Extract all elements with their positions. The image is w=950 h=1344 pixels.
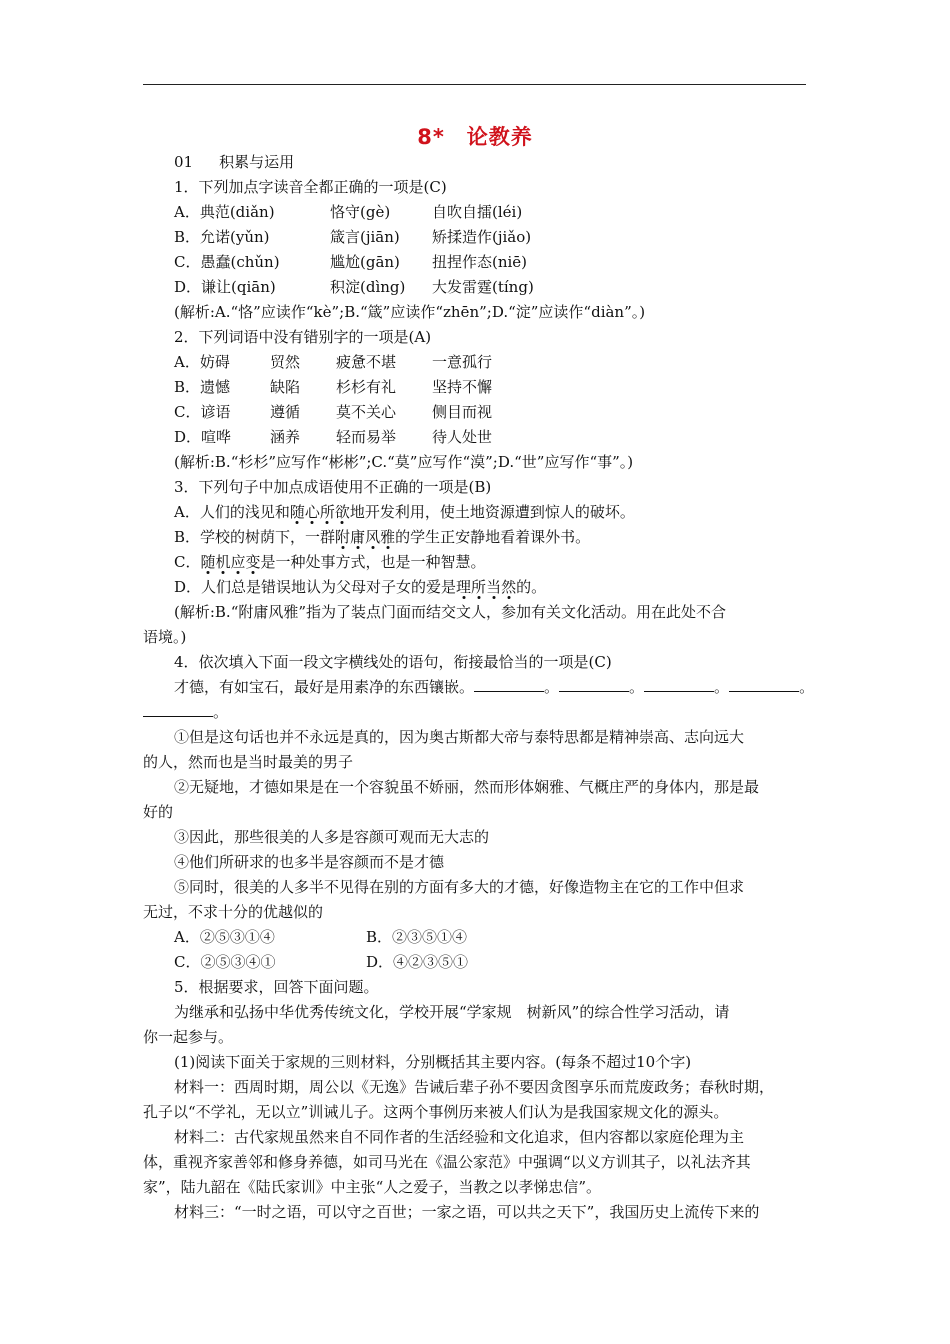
q4-sentence-4: ④他们所研求的也多半是容颜而不是才德: [174, 853, 445, 871]
emphasis-char: 机: [215, 553, 231, 571]
emphasis-char: 附: [335, 528, 351, 546]
q2-option-d: D．喧哗 涵养 轻而易举 待人处世: [174, 428, 493, 446]
section-heading: [174, 150, 806, 175]
q3-analysis-line-2: 语境。): [143, 628, 187, 646]
q5-intro-1: 为继承和弘扬中华优秀传统文化，学校开展“学家规 树新风”的综合性学习活动，请: [174, 1003, 730, 1021]
material-3-line-1: 材料三：“一时之语，可以守之百世；一家之语，可以共之天下”，我国历史上流传下来的: [174, 1203, 760, 1221]
material-1-line-1: 材料一：西周时期，周公以《无逸》告诫后辈子孙不要因贪图享乐而荒废政务；春秋时期，: [174, 1078, 775, 1096]
q4-options-cd: C．②⑤③④① D．④②③⑤①: [174, 953, 469, 971]
q2-option-c: C．谚语 遵循 莫不关心 侧目而视: [174, 403, 493, 421]
q4-lead-continued: 。: [143, 700, 806, 725]
blank-line: [474, 677, 544, 692]
q3-option-b: B．学校的树荫下，一群附庸风雅的学生正安静地看着课外书。: [174, 528, 591, 546]
q4-sentence-2-cont: 好的: [143, 803, 174, 821]
emphasis-char: 变: [245, 553, 261, 571]
q1-option-b: B．允诺(yǔn) 箴言(jiān) 矫揉造作(jiǎo): [174, 228, 532, 246]
lesson-name: 论教养: [466, 125, 533, 149]
lesson-number: 8*: [417, 125, 445, 149]
emphasis-char: 当: [486, 578, 502, 596]
q3-option-c: C．随机应变是一种处事方式，也是一种智慧。: [174, 553, 486, 571]
q4-sentence-5: ⑤同时，很美的人多半不见得在别的方面有多大的才德，好像造物主在它的工作中但求: [174, 878, 745, 896]
emphasis-char: 随: [200, 553, 216, 571]
material-2-line-1: 材料二：古代家规虽然来自不同作者的生活经验和文化追求，但内容都以家庭伦理为主: [174, 1128, 745, 1146]
emphasis-char: 欲: [334, 503, 350, 521]
q2-analysis: (解析:B.“杉杉”应写作“彬彬”;C.“莫”应写作“漠”;D.“世”应写作“事”。): [174, 453, 634, 471]
section-number: 01: [174, 153, 194, 171]
q1-stem: 1．下列加点字读音全都正确的一项是(C): [174, 178, 447, 196]
material-2-line-2: 体，重视齐家善邻和修身养德，如司马光在《温公家范》中强调“以义方训其子，以礼法齐其: [143, 1153, 751, 1171]
q4-lead: 才德，有如宝石，最好是用素净的东西镶嵌。 。 。 。 。: [174, 678, 815, 696]
q4-sentence-1-cont: 的人，然而也是当时最美的男子: [143, 753, 354, 771]
q3-stem: 3．下列句子中加点成语使用不正确的一项是(B): [174, 478, 492, 496]
q4-stem: 4．依次填入下面一段文字横线处的语句，衔接最恰当的一项是(C): [174, 653, 612, 671]
q1-option-d: D．谦让(qiān) 积淀(dìng) 大发雷霆(tíng): [174, 278, 534, 296]
emphasis-char: 然: [501, 578, 517, 596]
q1-option-c: C．愚蠢(chǔn) 尴尬(gān) 扭捏作态(niē): [174, 253, 528, 271]
q4-sentence-5-cont: 无过，不求十分的优越似的: [143, 903, 324, 921]
q3-analysis-line-1: (解析:B.“附庸风雅”指为了装点门面而结交文人，参加有关文化活动。用在此处不合: [174, 603, 727, 621]
dotted-idiom: [456, 578, 516, 596]
lesson-title: [0, 121, 950, 151]
emphasis-char: 庸: [350, 528, 366, 546]
q1-option-a: A．典范(diǎn) 恪守(gè) 自吹自擂(léi): [174, 203, 523, 221]
section-title: 积累与运用: [219, 153, 295, 171]
blank-line: [644, 677, 714, 692]
emphasis-char: 风: [365, 528, 381, 546]
emphasis-char: 所: [471, 578, 487, 596]
blank-line: [559, 677, 629, 692]
exercise-body: [143, 150, 815, 1225]
header-rule: [143, 84, 806, 85]
q5-intro-2: 你一起参与。: [143, 1028, 234, 1046]
q4-sentence-1: ①但是这句话也并不永远是真的，因为奥古斯都大帝与泰特思都是精神崇高、志向远大: [174, 728, 745, 746]
material-2-line-3: 家”，陆九韶在《陆氏家训》中主张“人之爱子，当教之以孝悌忠信”。: [143, 1178, 602, 1196]
dotted-idiom: [200, 553, 260, 571]
q2-option-b: B．遗憾 缺陷 杉杉有礼 坚持不懈: [174, 378, 493, 396]
material-1-line-2: 孔子以“不学礼，无以立”训诫儿子。这两个事例历来被人们认为是我国家规文化的源头。: [143, 1103, 729, 1121]
q4-sentence-2: ②无疑地，才德如果是在一个容貌虽不娇丽，然而形体娴雅、气概庄严的身体内，那是最: [174, 778, 760, 796]
q1-analysis: (解析:A.“恪”应读作“kè”;B.“箴”应读作“zhēn”;D.“淀”应读作“diàn”。): [174, 303, 646, 321]
q5-subquestion-1: (1)阅读下面关于家规的三则材料，分别概括其主要内容。(每条不超过10个字): [174, 1053, 692, 1071]
emphasis-char: 理: [456, 578, 472, 596]
dotted-idiom: [335, 528, 395, 546]
emphasis-char: 雅: [380, 528, 396, 546]
q4-options-ab: A．②⑤③①④ B．②③⑤①④: [174, 928, 468, 946]
q2-option-a: A．妨碍 贸然 疲惫不堪 一意孤行: [174, 353, 493, 371]
blank-line: [143, 702, 213, 717]
q4-sentence-3: ③因此，那些很美的人多是容颜可观而无大志的: [174, 828, 490, 846]
q5-stem: 5．根据要求，回答下面问题。: [174, 978, 379, 996]
emphasis-char: 所: [319, 503, 335, 521]
q3-option-d: D．人们总是错误地认为父母对子女的爱是理所当然的。: [174, 578, 547, 596]
blank-line: [729, 677, 799, 692]
q2-stem: 2．下列词语中没有错别字的一项是(A): [174, 328, 432, 346]
emphasis-char: 随: [289, 503, 305, 521]
dotted-idiom: [290, 503, 350, 521]
q3-option-a: A．人们的浅见和随心所欲地开发利用，使土地资源遭到惊人的破坏。: [174, 503, 635, 521]
emphasis-char: 应: [230, 553, 246, 571]
emphasis-char: 心: [304, 503, 320, 521]
